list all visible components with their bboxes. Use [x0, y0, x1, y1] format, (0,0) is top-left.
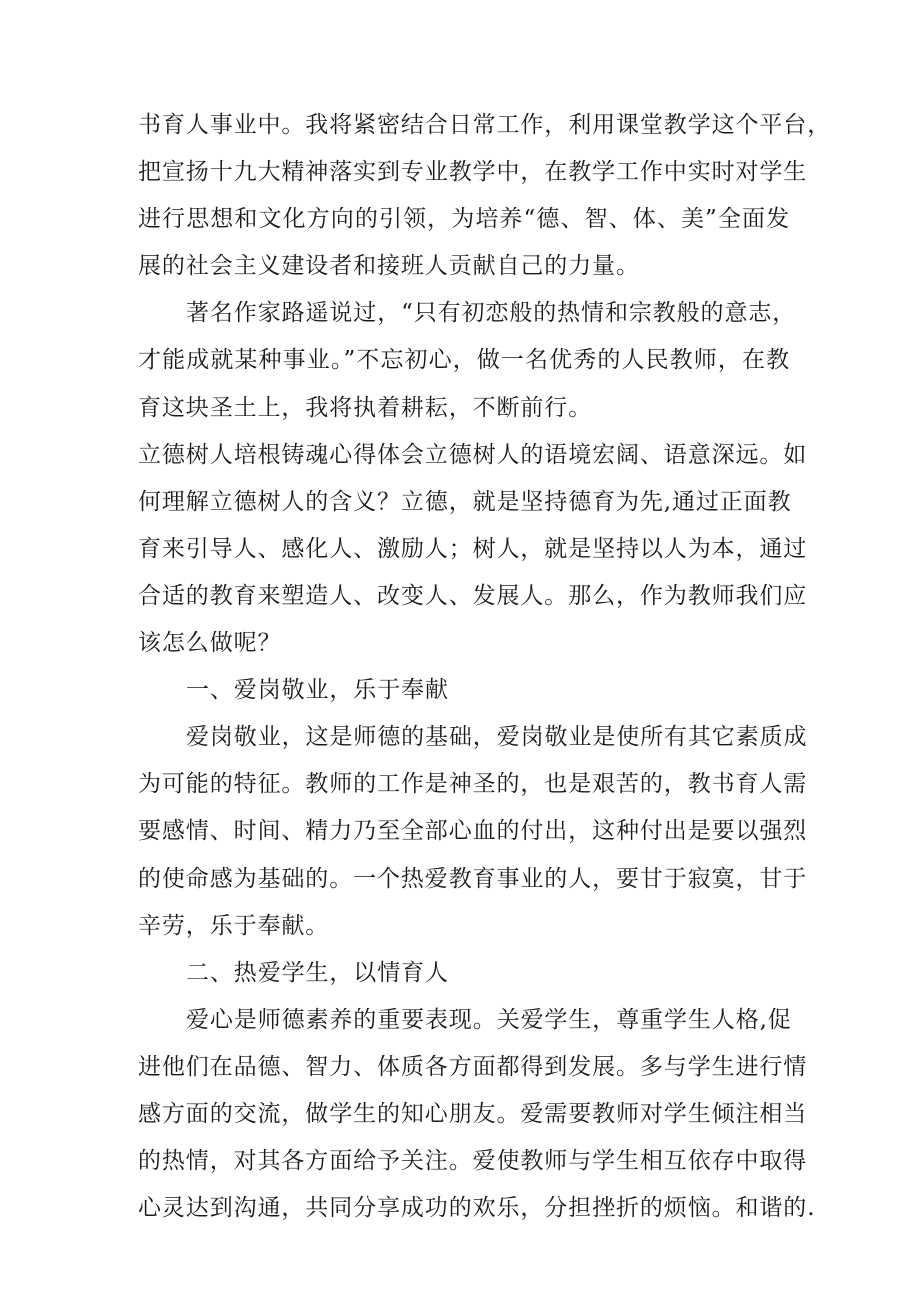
- text-line: 何理解立德树人的含义？立德，就是坚持德育为先,通过正面教: [138, 488, 792, 515]
- section-heading: 一、爱岗敬业，乐于奉献: [186, 677, 449, 704]
- text-line: 为可能的特征。教师的工作是神圣的，也是艰苦的，教书育人需: [138, 771, 808, 798]
- text-line: 爱心是师德素养的重要表现。关爱学生，尊重学生人格,促: [186, 1006, 792, 1033]
- text-line: 的热情，对其各方面给予关注。爱使教师与学生相互依存中取得: [138, 1148, 808, 1175]
- text-line: 进行思想和文化方向的引领，为培养“德、智、体、美”全面发: [138, 206, 790, 233]
- text-line: 把宣扬十九大精神落实到专业教学中，在教学工作中实时对学生: [138, 159, 808, 186]
- text-line: 的使命感为基础的。一个热爱教育事业的人，要甘于寂寞，甘于: [138, 865, 808, 892]
- text-line: 著名作家路遥说过，“只有初恋般的热情和宗教般的意志，: [186, 300, 797, 327]
- text-line: 才能成就某种事业。”不忘初心，做一名优秀的人民教师，在教: [138, 347, 790, 374]
- document-body: [138, 102, 832, 1232]
- text-line: 进他们在品德、智力、体质各方面都得到发展。多与学生进行情: [138, 1053, 808, 1080]
- text-line: 育这块圣土上，我将执着耕耘，不断前行。: [138, 394, 593, 421]
- text-line: 心灵达到沟通，共同分享成功的欢乐，分担挫折的烦恼。和谐的.: [138, 1195, 816, 1222]
- text-line: 辛劳，乐于奉献。: [138, 912, 330, 939]
- text-line: 育来引导人、感化人、激励人；树人，就是坚持以人为本，通过: [138, 535, 808, 562]
- text-line: 展的社会主义建设者和接班人贡献自己的力量。: [138, 253, 640, 280]
- text-line: 合适的教育来塑造人、改变人、发展人。那么，作为教师我们应: [138, 582, 808, 609]
- text-line: 书育人事业中。我将紧密结合日常工作，利用课堂教学这个平台，: [138, 112, 832, 138]
- text-line: 感方面的交流，做学生的知心朋友。爱需要教师对学生倾注相当: [138, 1100, 808, 1127]
- text-line: 立德树人培根铸魂心得体会立德树人的语境宏阔、语意深远。如: [138, 441, 808, 468]
- text-line: 该怎么做呢？: [138, 630, 282, 657]
- text-line: 爱岗敬业，这是师德的基础，爱岗敬业是使所有其它素质成: [186, 724, 808, 751]
- section-heading: 二、热爱学生，以情育人: [186, 959, 449, 986]
- text-line: 要感情、时间、精力乃至全部心血的付出，这种付出是要以强烈: [138, 818, 808, 845]
